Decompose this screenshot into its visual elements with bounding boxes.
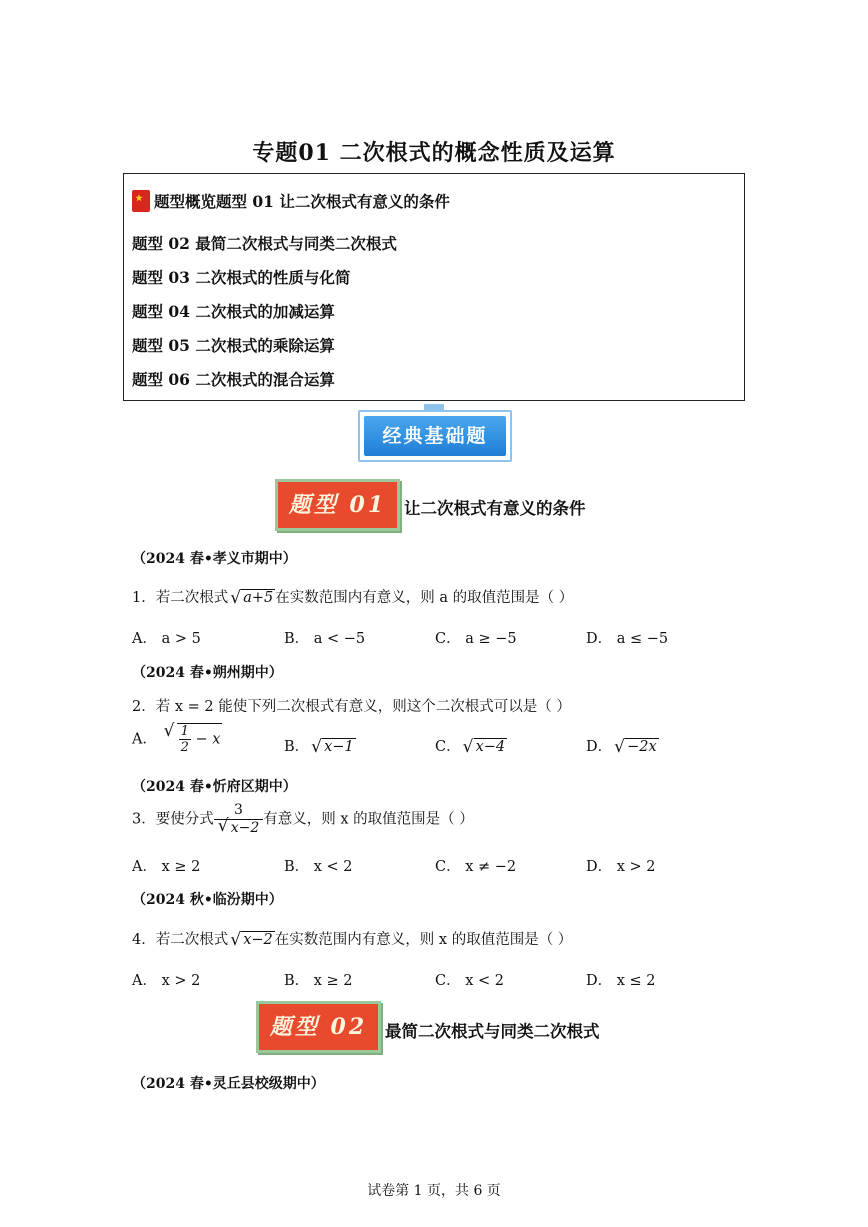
overview-line-2: 题型 02 最简二次根式与同类二次根式 [132,234,397,253]
overview-line-3: 题型 03 二次根式的性质与化简 [132,268,351,287]
question-4-option-a[interactable]: A． x > 2 [132,973,201,989]
overview-box [123,173,745,401]
section-badge-02: 题型 02 [256,1001,381,1053]
question-3-option-c[interactable]: C． x ≠ −2 [435,859,517,875]
question-5-source: （2024 春•灵丘县校级期中） [132,1076,325,1092]
question-2-option-a[interactable]: A． √ $\frac{1}{2}$ − x [132,723,222,755]
page-footer: 试卷第 1 页，共 6 页 [367,1183,501,1199]
overview-line-4: 题型 04 二次根式的加减运算 [132,302,335,321]
overview-line-5: 题型 05 二次根式的乘除运算 [132,336,335,355]
overview-line-1: 题型概览题型 01 让二次根式有意义的条件 [132,190,450,212]
question-4-source: （2024 秋•临汾期中） [132,892,283,908]
question-1-stem: 1．若二次根式√ a+5 在实数范围内有意义，则 a 的取值范围是（ ） [132,586,573,607]
question-4-option-b[interactable]: B． x ≥ 2 [284,973,353,989]
question-1-option-b[interactable]: B． a < −5 [284,631,366,647]
question-3-source: （2024 春•忻府区期中） [132,779,297,795]
banner-label: 经典基础题 [364,416,506,456]
question-1-source: （2024 春•孝义市期中） [132,551,297,567]
question-2-stem: 2．若 x = 2 能使下列二次根式有意义，则这个二次根式可以是（ ） [132,699,571,715]
question-1-option-a[interactable]: A． a > 5 [132,631,201,647]
question-2-option-c[interactable]: C．√ x−4 [435,735,507,756]
question-1-option-d[interactable]: D． a ≤ −5 [586,631,669,647]
section-title-01: 让二次根式有意义的条件 [404,499,586,518]
question-3-option-a[interactable]: A． x ≥ 2 [132,859,201,875]
question-2-option-b[interactable]: B．√ x−1 [284,735,356,756]
question-3-stem: 3．要使分式 3 √ x−2 有意义，则 x 的取值范围是（ ） [132,802,474,837]
book-icon [132,190,150,212]
question-2-option-d[interactable]: D．√ −2x [586,735,659,756]
question-4-option-c[interactable]: C． x < 2 [435,973,504,989]
question-1-option-c[interactable]: C． a ≥ −5 [435,631,517,647]
section-badge-01: 题型 01 [275,479,400,531]
section-title-02: 最简二次根式与同类二次根式 [385,1022,600,1041]
classic-basics-banner [358,410,512,462]
question-2-source: （2024 春•朔州期中） [132,665,283,681]
question-4-stem: 4．若二次根式√ x−2 在实数范围内有意义，则 x 的取值范围是（ ） [132,928,572,949]
question-3-option-d[interactable]: D． x > 2 [586,859,656,875]
overview-line-6: 题型 06 二次根式的混合运算 [132,370,335,389]
page-title: 专题01 二次根式的概念性质及运算 [252,140,616,166]
question-4-option-d[interactable]: D． x ≤ 2 [586,973,656,989]
question-3-option-b[interactable]: B． x < 2 [284,859,353,875]
